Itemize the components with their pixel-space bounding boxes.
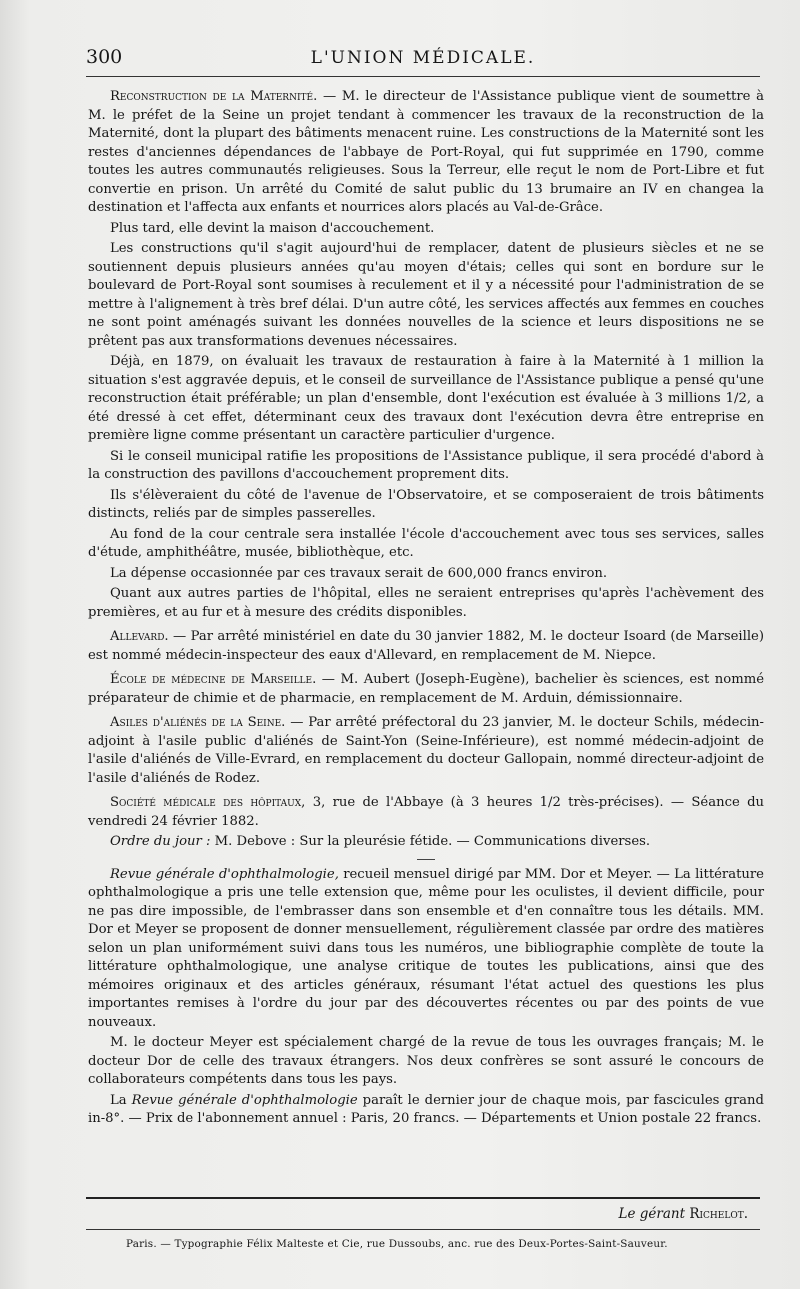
ecole-paragraph: École de médecine de Marseille. — M. Aubert (Joseph-Eugène), bachelier ès sciences, est nommé préparateur de chimie et de pharmacie, en remplacement de M. Arduin, démissionnaire. (88, 672, 765, 706)
maternite-paragraph-5: Si le conseil municipal ratifie les propositions de l'Assistance publique, il sera procédé d'abord à la construction des pavillons d'accouchement proprement dits. (88, 448, 764, 482)
signature-label: Le gérant (618, 1206, 686, 1222)
revue-paragraph-3: La Revue générale d'ophthalmologie paraît le dernier jour de chaque mois, par fascicules grand in-8°. — Prix de l'abonnement annuel : Paris, 20 francs. — Départements et Union postale 22 francs. (88, 1092, 764, 1126)
running-head (86, 44, 760, 72)
maternite-paragraph-4: Déjà, en 1879, on évaluait les travaux de restauration à faire à la Maternité à 1 million la situation s'est aggravée depuis, et le conseil de surveillance de l'Assistance publique a pensé qu'une reconstruction était préférable; un plan d'ensemble, dont l'exécution est évaluée à 3 millions 1/2, a été dressé à cet effet, déterminant ceux des travaux dont l'exécution devra être entreprise en première ligne comme présentant un caractère particulier d'urgence. (88, 354, 764, 443)
asiles-paragraph: Asiles d'aliénés de la Seine. — Par arrêté préfectoral du 23 janvier, M. le docteur Schils, médecin-adjoint à l'asile public d'aliénés de Saint-Yon (Seine-Inférieure), est nommé médecin-adjoint de l'asile d'aliénés de Ville-Evrard, en remplacement du docteur Gallopain, nommé directeur-adjoint de l'asile d'aliénés de Rodez. (88, 715, 765, 786)
journal-title: L'UNION MÉDICALE. (310, 48, 536, 68)
signature-name: Richelot. (689, 1206, 748, 1222)
societe-heading: Société médicale des hôpitaux, (110, 795, 306, 810)
maternite-paragraph-3: Les constructions qu'il s'agit aujourd'hui de remplacer, datent de plusieurs siècles et ne se soutiennent depuis plusieurs années qu'au moyen d'étais; celles qui sont en bordure sur le boulevard de Port-Royal sont soumises à reculement et il y a nécessité pour l'administration de se mettre à l'alignement à très bref délai. D'un autre côté, les services affectés aux femmes en couches ne sont point aménagés suivant les données nouvelles de la science et leurs dispositions ne se prêtent pas aux transformations devenues nécessaires. (88, 241, 764, 349)
maternite-paragraph-2: Plus tard, elle devint la maison d'accouchement. (110, 220, 435, 236)
maternite-paragraph-6: Ils s'élèveraient du côté de l'avenue de l'Observatoire, et se composeraient de trois bâtiments distincts, reliés par de simples passerelles. (88, 487, 764, 521)
header-rule (86, 76, 760, 77)
allevard-heading: Allevard. (110, 629, 169, 644)
page-number: 300 (86, 46, 123, 68)
allevard-paragraph: Allevard. — Par arrêté ministériel en date du 30 janvier 1882, M. le docteur Isoard (de Marseille) est nommé médecin-inspecteur des eaux d'Allevard, en remplacement de M. Niepce. (88, 629, 764, 663)
maternite-heading: Reconstruction de la Maternité. (110, 89, 318, 104)
printer-imprint: Paris. — Typographie Félix Malteste et Cie, rue Dussoubs, anc. rue des Deux-Portes-Saint-Sauveur. (126, 1238, 668, 1250)
maternite-paragraph-1: Reconstruction de la Maternité. — M. le directeur de l'Assistance publique vient de soumettre à M. le préfet de la Seine un projet tendant à commencer les travaux de la reconstruction de la Maternité, dont la plupart des bâtiments menacent ruine. Les constructions de la Maternité sont les restes d'anciennes dépendances de l'abbaye de Port-Royal, qui fut supprimée en 1790, comme toutes les autres communautés religieuses. Sous la Terreur, elle reçut le nom de Port-Libre et fut convertie en prison. Un arrêté du Comité de salut public du 13 brumaire an IV en changea la destination et l'affecta aux enfants et nourrices alors placés au Val-de-Grâce. (88, 89, 764, 215)
page-body (88, 88, 764, 1131)
section-separator (417, 859, 435, 860)
ordre-label: Ordre du jour : (110, 834, 211, 849)
revue-title-inline: Revue générale d'ophthalmologie (131, 1092, 358, 1108)
societe-paragraph: Société médicale des hôpitaux, 3, rue de l'Abbaye (à 3 heures 1/2 très-précises). — Séance du vendredi 24 février 1882. (88, 795, 765, 829)
ordre-du-jour: Ordre du jour : M. Debove : Sur la pleurésie fétide. — Communications diverses. (110, 834, 651, 849)
ecole-heading: École de médecine de Marseille. (110, 672, 317, 687)
revue-paragraph-1: Revue générale d'ophthalmologie, recueil mensuel dirigé par MM. Dor et Meyer. — La littérature ophthalmologique a pris une telle extension que, même pour les oculistes, il devient difficile, pour ne pas dire impossible, de l'embrasser dans son ensemble et d'en connaître tous les détails. MM. Dor et Meyer se proposent de donner mensuellement, régulièrement classée par ordre des matières selon un plan uniformément suivi dans tous les numéros, une bibliographie complète de toute la littérature ophthalmologique, une analyse critique de toutes les publications, ainsi que des mémoires originaux et des articles généraux, résumant l'état actuel des questions les plus importantes remises à l'ordre du jour par des découvertes récentes ou par des points de vue nouveaux. (88, 866, 764, 1030)
maternite-paragraph-7: Au fond de la cour centrale sera installée l'école d'accouchement avec tous ses services, salles d'étude, amphithéâtre, musée, bibliothèque, etc. (88, 526, 764, 560)
signature (619, 1206, 748, 1222)
revue-paragraph-2: M. le docteur Meyer est spécialement chargé de la revue de tous les ouvrages français; M. le docteur Dor de celle des travaux étrangers. Nos deux confrères se sont assuré le concours de collaborateurs compétents dans tous les pays. (88, 1035, 764, 1087)
maternite-paragraph-8: La dépense occasionnée par ces travaux serait de 600,000 francs environ. (110, 565, 608, 581)
revue-title: Revue générale d'ophthalmologie, (110, 866, 339, 882)
footer-rule-top (86, 1197, 760, 1199)
footer-rule-bottom (86, 1229, 760, 1230)
maternite-paragraph-9: Quant aux autres parties de l'hôpital, elles ne seraient entreprises qu'après l'achèvement des premières, et au fur et à mesure des crédits disponibles. (88, 586, 764, 620)
asiles-heading: Asiles d'aliénés de la Seine. (110, 715, 286, 730)
